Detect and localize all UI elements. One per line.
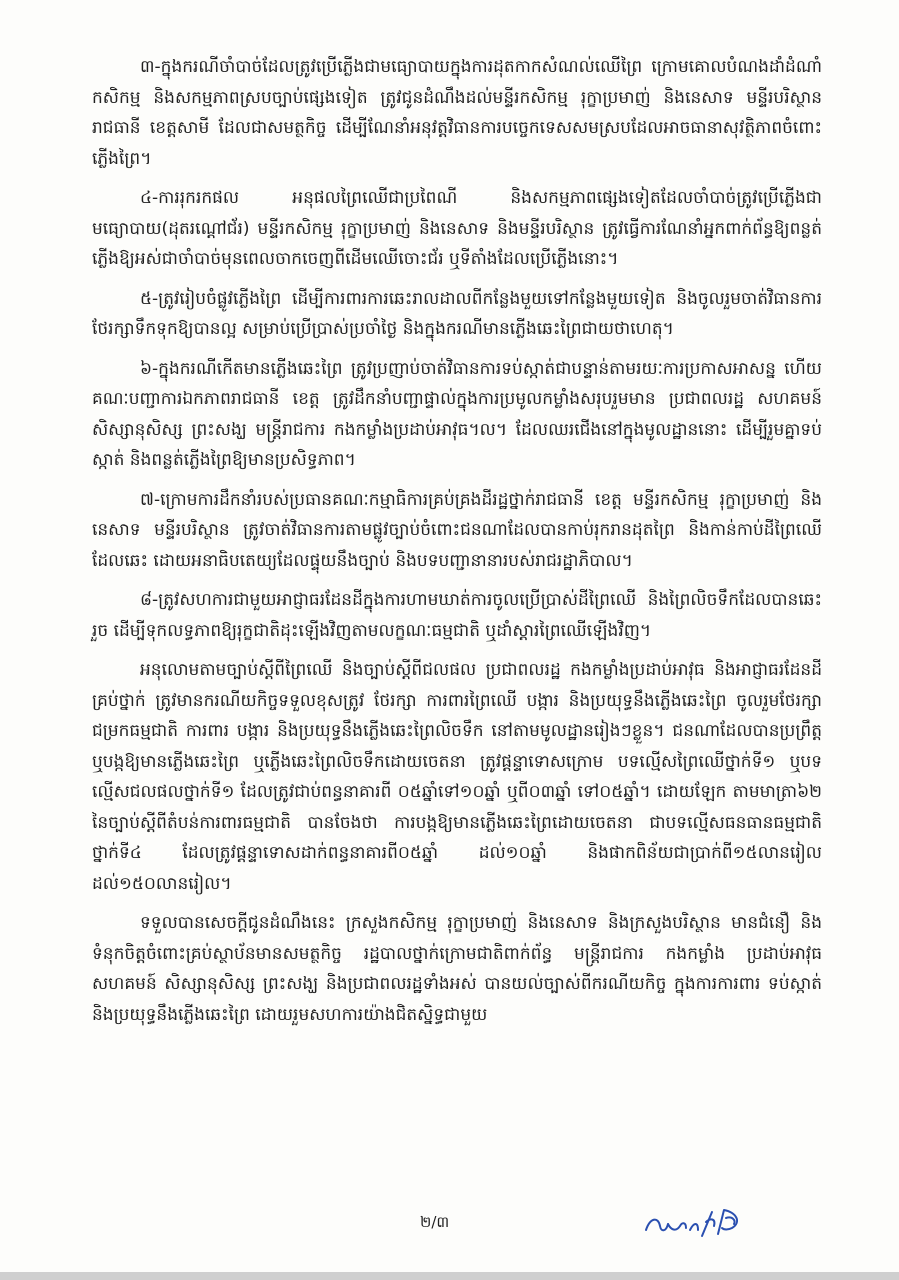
- paragraph-item-7: ៧-ក្រោមការដឹកនាំរបស់ប្រធានគណៈកម្មាធិការគ្រប់គ្រងដីរដ្ឋថ្នាក់រាជធានី ខេត្ត មន្ទីរកសិកម្ម រុក្ខាប្រមាញ់ និងនេសាទ មន្ទីរបរិស្ថាន ត្រូវចាត់វិធានការតាមផ្លូវច្បាប់ចំពោះជនណាដែលបានកាប់រុករានដុតព្រៃ និងកាន់កាប់ដីព្រៃឈើដែលឆេះ ដោយអនាធិបតេយ្យដែលផ្ទុយនឹងច្បាប់ និងបទបញ្ជានានារបស់រាជរដ្ឋាភិបាល។: [92, 489, 822, 571]
- scan-edge: [0, 1272, 899, 1280]
- signature-initials: [640, 1200, 750, 1248]
- paragraph-item-6: ៦-ក្នុងករណីកើតមានភ្លើងឆេះព្រៃ ត្រូវប្រញាប់ចាត់វិធានការទប់ស្កាត់ជាបន្ទាន់តាមរយៈការប្រកាសអាសន្ន ហើយគណៈបញ្ជាការឯកភាពរាជធានី ខេត្ត ត្រូវដឹកនាំបញ្ជាផ្ទាល់ក្នុងការប្រមូលកម្លាំងសរុបរួមមាន ប្រជាពលរដ្ឋ សហគមន៍ សិស្សានុសិស្ស ព្រះសង្ឃ មន្ត្រីរាជការ កងកម្លាំងប្រដាប់អាវុធ។ល។ ដែលឈរជើងនៅក្នុងមូលដ្ឋាននោះ ដើម្បីរួមគ្នាទប់ស្កាត់ និងពន្លត់ភ្លើងព្រៃឱ្យមានប្រសិទ្ធភាព។: [92, 358, 822, 470]
- page-number: ២/៣: [420, 1213, 450, 1231]
- paragraph-item-4: ៤-ការរុករកផល អនុផលព្រៃឈើជាប្រពៃណី និងសកម្មភាពផ្សេងទៀតដែលចាំបាច់ត្រូវប្រើភ្លើងជាមធ្យោបាយ(ដុតរណ្តៅជ័រ) មន្ទីរកសិកម្ម រុក្ខាប្រមាញ់ និងនេសាទ និងមន្ទីរបរិស្ថាន ត្រូវធ្វើការណែនាំអ្នកពាក់ព័ន្ធឱ្យពន្លត់ភ្លើងឱ្យអស់ជាចាំបាច់មុនពេលចាកចេញពីដើមឈើចោះជ័រ ឬទីតាំងដែលប្រើភ្លើងនោះ។: [92, 188, 822, 269]
- paragraph-legal-provisions: អនុលោមតាមច្បាប់ស្តីពីព្រៃឈើ និងច្បាប់ស្តីពីជលផល ប្រជាពលរដ្ឋ កងកម្លាំងប្រដាប់អាវុធ និងអាជ្ញាធរដែនដីគ្រប់ថ្នាក់ ត្រូវមានករណីយកិច្ចទទួលខុសត្រូវ ថែរក្សា ការពារព្រៃឈើ បង្ការ និងប្រយុទ្ធនឹងភ្លើងឆេះព្រៃ ចូលរួមថែរក្សាជម្រកធម្មជាតិ ការពារ បង្ការ និងប្រយុទ្ធនឹងភ្លើងឆេះព្រៃលិចទឹក នៅតាមមូលដ្ឋានរៀងៗខ្លួន។ ជនណាដែលបានប្រព្រឹត្ត ឬបង្កឱ្យមានភ្លើងឆេះព្រៃ ឬភ្លើងឆេះព្រៃលិចទឹកដោយចេតនា ត្រូវផ្តន្ទាទោសក្រោម បទល្មើសព្រៃឈើថ្នាក់ទី១ ឬបទល្មើសជលផលថ្នាក់ទី១ ដែលត្រូវជាប់ពន្ធនាគារពី ០៥ឆ្នាំទៅ១០ឆ្នាំ ឬពី០៣ឆ្នាំ ទៅ០៥ឆ្នាំ។ ដោយឡែក តាមមាត្រា៦២ នៃច្បាប់ស្តីពីតំបន់ការពារធម្មជាតិ បានចែងថា ការបង្កឱ្យមានភ្លើងឆេះព្រៃដោយចេតនា ជាបទល្មើសធនធានធម្មជាតិ ថ្នាក់ទី៤ ដែលត្រូវផ្តន្ទាទោសដាក់ពន្ធនាគារពី០៥ឆ្នាំ ដល់១០ឆ្នាំ និងផាកពិន័យជាប្រាក់ពី១៥លានរៀល ដល់១៥០លានរៀល។: [92, 660, 822, 894]
- document-body: [92, 52, 822, 1039]
- paragraph-item-8: ៨-ត្រូវសហការជាមួយអាជ្ញាធរដែនដីក្នុងការហាមឃាត់ការចូលប្រើប្រាស់ដីព្រៃឈើ និងព្រៃលិចទឹកដែលបានឆេះរួច ដើម្បីទុកលទ្ធភាពឱ្យរុក្ខជាតិដុះឡើងវិញតាមលក្ខណៈធម្មជាតិ ឬដាំស្តារព្រៃឈើឡើងវិញ។: [92, 590, 822, 641]
- paragraph-closing: ទទួលបានសេចក្តីជូនដំណឹងនេះ ក្រសួងកសិកម្ម រុក្ខាប្រមាញ់ និងនេសាទ និងក្រសួងបរិស្ថាន មានជំនឿ និងទំនុកចិត្តចំពោះគ្រប់ស្ថាប័នមានសមត្ថកិច្ច រដ្ឋបាលថ្នាក់ក្រោមជាតិពាក់ព័ន្ធ មន្ត្រីរាជការ កងកម្លាំង ប្រដាប់អាវុធ សហគមន៍ សិស្សានុសិស្ស ព្រះសង្ឃ និងប្រជាពលរដ្ឋទាំងអស់ បានយល់ច្បាស់ពីករណីយកិច្ច ក្នុងការការពារ ទប់ស្កាត់ និងប្រយុទ្ធនឹងភ្លើងឆេះព្រៃ ដោយរួមសហការយ៉ាងជិតស្និទ្ធជាមួយ: [92, 913, 822, 1025]
- paragraph-item-5: ៥-ត្រូវរៀបចំផ្លូវភ្លើងព្រៃ ដើម្បីការពារការឆេះរាលដាលពីកន្លែងមួយទៅកន្លែងមួយទៀត និងចូលរួមចាត់វិធានការថែរក្សាទឹកទុកឱ្យបានល្អ សម្រាប់ប្រើប្រាស់ប្រចាំថ្ងៃ និងក្នុងករណីមានភ្លើងឆេះព្រៃជាយថាហេតុ។: [92, 288, 822, 339]
- paragraph-item-3: ៣-ក្នុងករណីចាំបាច់ដែលត្រូវប្រើភ្លើងជាមធ្យោបាយក្នុងការដុតកាកសំណល់ឈើព្រៃ ក្រោមគោលបំណងដាំដំណាំកសិកម្ម និងសកម្មភាពស្របច្បាប់ផ្សេងទៀត ត្រូវជូនដំណឹងដល់មន្ទីរកសិកម្ម រុក្ខាប្រមាញ់ និងនេសាទ មន្ទីរបរិស្ថានរាជធានី ខេត្តសាមី ដែលជាសមត្ថកិច្ច ដើម្បីណែនាំអនុវត្តវិធានការបច្ចេកទេសសមស្របដែលអាចធានាសុវត្ថិភាពចំពោះភ្លើងព្រៃ។: [92, 57, 822, 169]
